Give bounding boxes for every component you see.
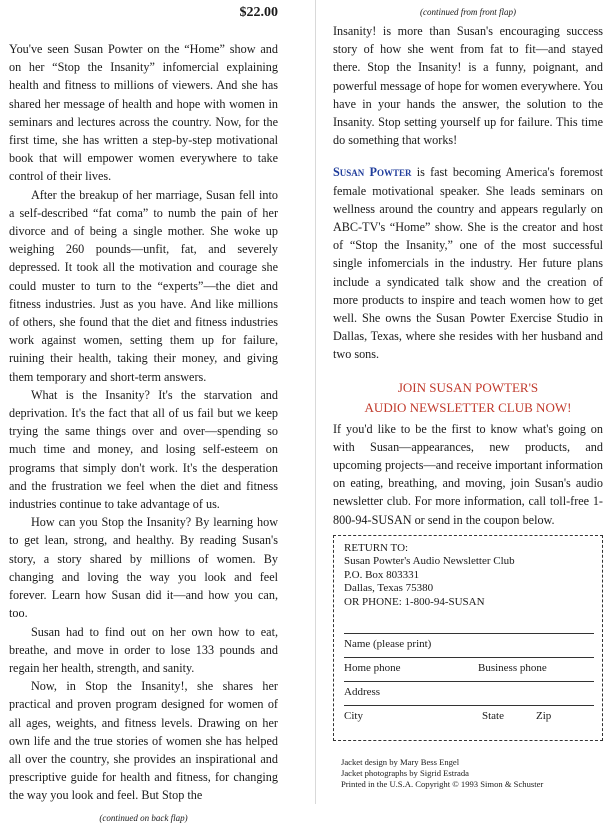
flap-paragraph: What is the Insanity? It's the starvation and deprivation. It's the fact that all of us fail but we keep trying the same things over and over—spending so much time and money, and losing self-esteem on programs that simply don't work. It's the desperation and the frustration we feel when the diet and fitness industries continue to take advantage of us.	[9, 387, 278, 512]
zip-label: Zip	[536, 710, 552, 723]
coupon-form	[333, 535, 603, 741]
address-field[interactable]	[344, 658, 594, 699]
return-line: OR PHONE: 1-800-94-SUSAN	[344, 595, 485, 608]
price: $22.00	[239, 5, 278, 20]
flap-paragraph: How can you Stop the Insanity? By learning how to get lean, strong, and healthy. By reading Susan's story, a story shared by millions of women. By changing and loving the way you look and feel forever. Learn how Susan did it—and how you can, too.	[9, 515, 278, 621]
flap-divider	[315, 0, 316, 804]
return-line: P.O. Box 803331	[344, 568, 420, 581]
return-line: Dallas, Texas 75380	[344, 582, 434, 595]
author-bio-text: is fast becoming America's foremost female motivational speaker. She leads seminars on wellness around the country and appears regularly on ABC-TV's “Home” show. She is the creator and host of “Stop the Insanity,” one of the most successful single infomercials in the industry. Her future plans include a syndicated talk show and the creation of more products to inspire and teach women how to get well. She owns the Susan Powter Exercise Studio in Dallas, Texas, where she resides with her husband and two sons.	[333, 165, 604, 362]
flap-paragraph: Insanity! is more than Susan's encouraging success story of how she went from fat to fit—and stayed there. Stop the Insanity! is a funny, poignant, and powerful message of hope for women everywhere. You have in your hands the answer, the solution to the Insanity. Stop setting yourself up for failure. This time do something that works!	[333, 24, 603, 148]
flap-paragraph: You've seen Susan Powter on the “Home” show and on her “Stop the Insanity” infomercial explaining health and fitness to millions of viewers. And she has shared her message of health and hope with women in seminars and lectures across the country. Now, for the first time, she has written a step-by-step motivational book that will empower women everywhere to take control of their lives.	[9, 42, 278, 184]
jacket-credits	[341, 757, 603, 790]
phone-field[interactable]	[344, 634, 594, 675]
flap-paragraph: Susan had to find out on her own how to eat, breathe, and move in order to lose 133 pounds and regain her health, strength, and sanity.	[9, 624, 278, 675]
continued-from-note: (continued from front flap)	[419, 7, 517, 17]
name-label: Name (please print)	[344, 638, 432, 651]
club-title-line: AUDIO NEWSLETTER CLUB NOW!	[364, 399, 572, 415]
back-flap-column	[333, 0, 603, 790]
club-title-line: JOIN SUSAN POWTER'S	[397, 379, 539, 395]
name-field[interactable]	[344, 609, 594, 651]
flap-paragraph: Now, in Stop the Insanity!, she shares her practical and proven program designed for women of all ages, weights, and fitness levels. Drawing on her own life and the true stories of women she has helped all over the country, she provides an inspirational and prescriptive guide for health and fitness, for changing the way you look and feel. But Stop the	[9, 679, 278, 803]
return-address	[344, 542, 594, 610]
continued-note: (continued on back flap)	[99, 812, 188, 823]
credit-line: Jacket design by Mary Bess Engel	[341, 756, 460, 767]
address-label: Address	[344, 686, 381, 699]
credit-line: Jacket photographs by Sigrid Estrada	[341, 767, 469, 778]
home-phone-label: Home phone	[344, 662, 401, 675]
flap-paragraph: After the breakup of her marriage, Susan fell into a self-described “fat coma” to numb the pain of her divorce and of being a single mother. She woke up weighing 260 pounds—unfit, fat, and severely depressed. It took all the motivation and courage she could muster to turn to the “experts”—the diet and fitness industries. Just as you have. And like millions of others, she found that the diet and fitness industries work against women, setting them up for failure, ruining their health, taking their money, and giving them temporary and short-term answers.	[9, 187, 278, 384]
return-line: RETURN TO:	[344, 541, 409, 554]
author-name: Susan Powter	[333, 165, 412, 180]
front-flap-column	[9, 0, 278, 823]
club-title	[333, 378, 603, 418]
return-line: Susan Powter's Audio Newsletter Club	[344, 555, 515, 568]
city-state-zip-field[interactable]	[344, 682, 594, 723]
business-phone-label: Business phone	[478, 662, 547, 675]
credit-line: Printed in the U.S.A. Copyright © 1993 Simon & Schuster	[341, 778, 544, 789]
author-bio	[333, 163, 603, 363]
city-label: City	[344, 710, 363, 723]
club-text: If you'd like to be the first to know what's going on with Susan—appearances, new products, and upcoming projects—and receive important information on eating, breathing, and moving, join Susan's audio newsletter club. For more information, call toll-free 1-800-94-SUSAN or send in the coupon below.	[333, 421, 603, 527]
state-label: State	[482, 710, 504, 723]
